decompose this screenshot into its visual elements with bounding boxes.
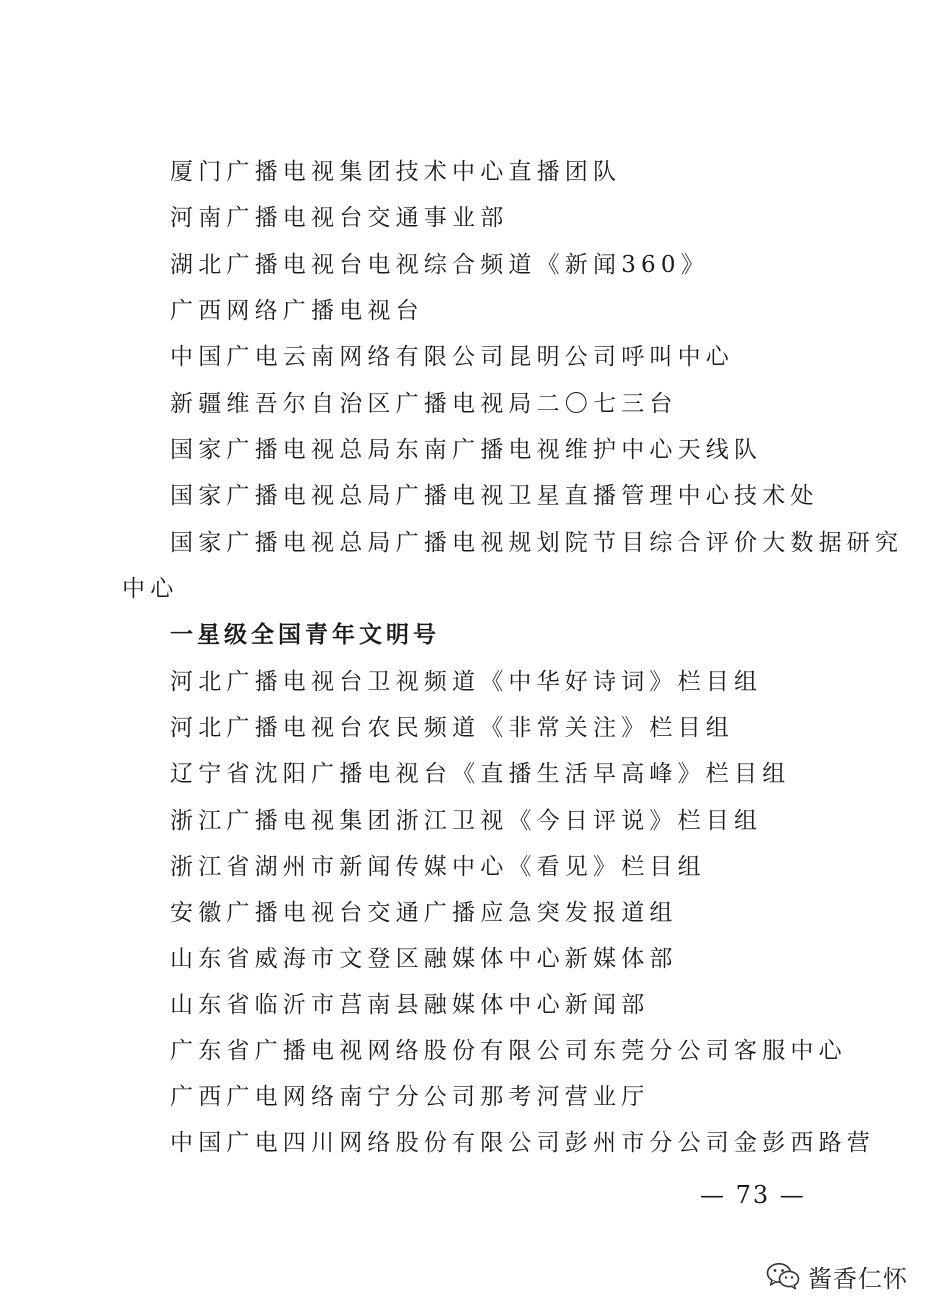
list-item: 中国广电四川网络股份有限公司彭州市分公司金彭西路营 xyxy=(170,1130,875,1156)
list-item: 广东省广播电视网络股份有限公司东莞分公司客服中心 xyxy=(170,1038,847,1064)
watermark xyxy=(766,1256,908,1296)
list-item: 安徽广播电视台交通广播应急突发报道组 xyxy=(170,900,678,926)
list-item-continuation: 中心 xyxy=(122,576,179,602)
list-item: 湖北广播电视台电视综合频道《新闻360》 xyxy=(170,252,709,278)
list-item: 国家广播电视总局广播电视卫星直播管理中心技术处 xyxy=(170,483,819,509)
list-item: 浙江省湖州市新闻传媒中心《看见》栏目组 xyxy=(170,854,706,880)
list-item: 国家广播电视总局广播电视规划院节目综合评价大数据研究 xyxy=(170,530,904,556)
wechat-icon xyxy=(766,1262,800,1290)
list-item: 广西广电网络南宁分公司那考河营业厅 xyxy=(170,1084,650,1110)
list-item: 河北广播电视台农民频道《非常关注》栏目组 xyxy=(170,715,734,741)
list-item: 浙江广播电视集团浙江卫视《今日评说》栏目组 xyxy=(170,808,763,834)
list-item: 中国广电云南网络有限公司昆明公司呼叫中心 xyxy=(170,344,734,370)
list-item: 山东省临沂市莒南县融媒体中心新闻部 xyxy=(170,992,650,1018)
watermark-text: 酱香仁怀 xyxy=(808,1264,908,1293)
list-item: 山东省威海市文登区融媒体中心新媒体部 xyxy=(170,946,678,972)
list-item: 新疆维吾尔自治区广播电视局二〇七三台 xyxy=(170,391,678,417)
list-item: 河南广播电视台交通事业部 xyxy=(170,205,509,231)
list-item: 广西网络广播电视台 xyxy=(170,298,424,324)
list-item: 河北广播电视台卫视频道《中华好诗词》栏目组 xyxy=(170,669,763,695)
page-number: — 73 — xyxy=(700,1181,806,1209)
section-heading: 一星级全国青年文明号 xyxy=(170,621,440,648)
list-item: 厦门广播电视集团技术中心直播团队 xyxy=(170,159,622,185)
list-item: 国家广播电视总局东南广播电视维护中心天线队 xyxy=(170,437,763,463)
list-item: 辽宁省沈阳广播电视台《直播生活早高峰》栏目组 xyxy=(170,761,791,787)
